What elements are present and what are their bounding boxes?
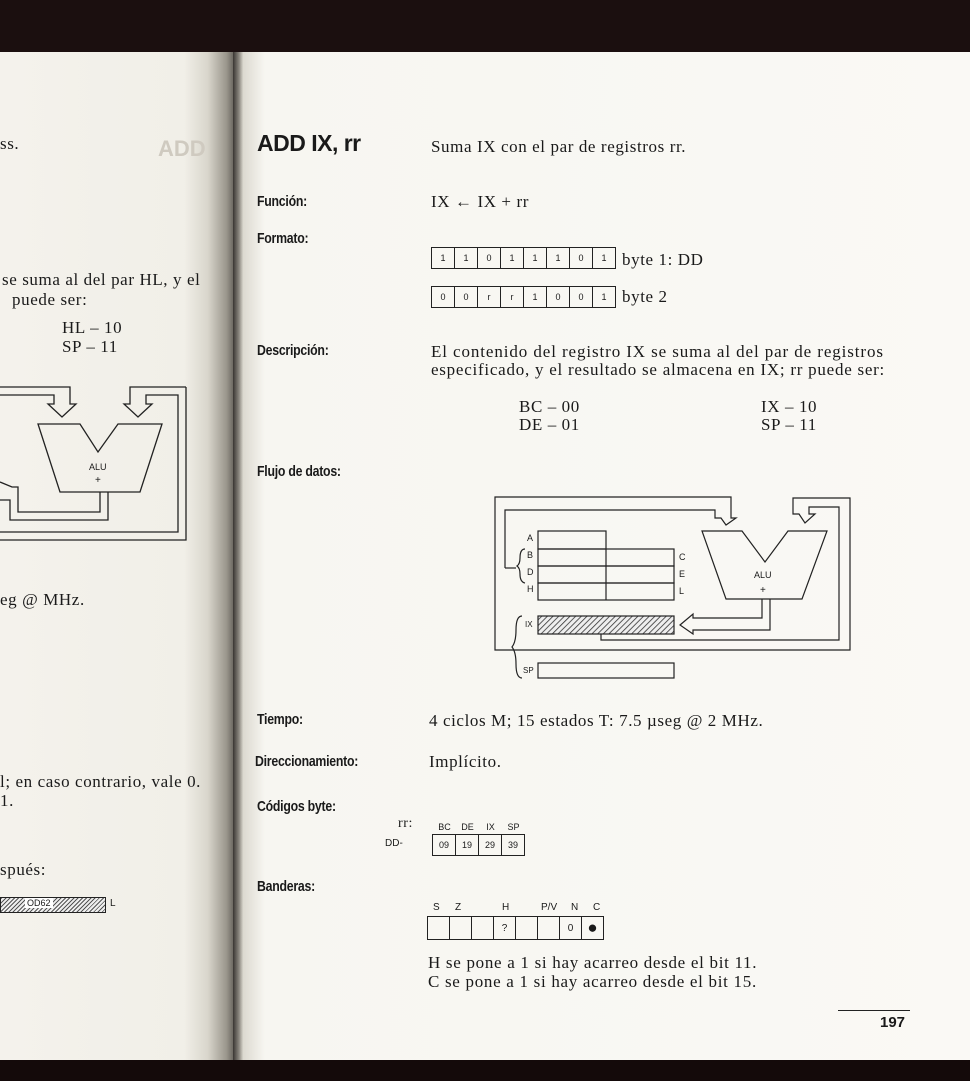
- reg-b-label: B: [527, 550, 534, 560]
- byte2-bit-grid: [431, 286, 616, 308]
- left-alu-label: ALU: [89, 462, 107, 472]
- tiempo-text: 4 ciclos M; 15 estados T: 7.5 µseg @ 2 MHz.: [429, 711, 764, 730]
- left-frag-mhz: eg @ MHz.: [0, 590, 85, 609]
- data-flow-diagram: [490, 492, 855, 682]
- bit-cell: 1: [547, 248, 570, 268]
- label-codigos: Códigos byte:: [257, 798, 336, 815]
- codigos-values-row: [432, 834, 525, 856]
- flag-cell: [428, 917, 450, 939]
- flag-name-h: H: [502, 902, 510, 913]
- left-frag-line2: puede ser:: [12, 290, 88, 309]
- top-dark-band: [0, 0, 970, 52]
- descripcion-line1: El contenido del registro IX se suma al del par de registros: [431, 342, 884, 361]
- left-plus-label: +: [95, 475, 101, 486]
- descripcion-ix: IX – 10: [761, 397, 818, 416]
- banderas-line1: H se pone a 1 si hay acarreo desde el bit 11.: [428, 953, 758, 972]
- byte1-label: byte 1: DD: [622, 250, 704, 269]
- flag-cell: [516, 917, 538, 939]
- direccionamiento-text: Implícito.: [429, 752, 502, 771]
- bit-cell: 0: [547, 287, 570, 307]
- funcion-text: IX ← IX + rr: [431, 192, 529, 211]
- codigos-value-cell: 19: [456, 835, 479, 855]
- descripcion-line2: especificado, y el resultado se almacena en IX; rr puede ser:: [431, 360, 886, 379]
- bit-cell: 1: [455, 248, 478, 268]
- flag-name-s: S: [433, 902, 440, 913]
- reg-sp-label: SP: [523, 666, 534, 675]
- book-gutter: [233, 52, 243, 1060]
- left-frag-1: 1.: [0, 791, 14, 810]
- bit-cell: 0: [478, 248, 501, 268]
- flags-register: [427, 916, 604, 940]
- reg-a-label: A: [527, 533, 534, 543]
- descripcion-sp: SP – 11: [761, 415, 817, 434]
- flag-cell: [538, 917, 560, 939]
- bottom-dark-band: [0, 1060, 970, 1081]
- reg-e-label: E: [679, 569, 686, 579]
- flag-name-z: Z: [455, 902, 462, 913]
- flag-name-n: N: [571, 902, 579, 913]
- label-funcion: Función:: [257, 193, 307, 210]
- page-number-rule: [838, 1010, 910, 1011]
- left-register-l: L: [110, 898, 116, 909]
- instruction-summary: Suma IX con el par de registros rr.: [431, 137, 687, 156]
- bit-cell: 1: [524, 248, 547, 268]
- left-page: [0, 52, 236, 1060]
- byte1-bit-grid: [431, 247, 616, 269]
- flag-cell: 0: [560, 917, 582, 939]
- codigos-header-cell: DE: [461, 822, 474, 832]
- bit-cell: 1: [432, 248, 455, 268]
- left-frag-line1: se suma al del par HL, y el: [2, 270, 201, 289]
- bit-cell: 1: [524, 287, 547, 307]
- banderas-line2: C se pone a 1 si hay acarreo desde el bit 15.: [428, 972, 757, 991]
- descripcion-de: DE – 01: [519, 415, 580, 434]
- bit-cell: 0: [432, 287, 455, 307]
- codigos-header-row: [433, 822, 525, 832]
- flag-name-pv: P/V: [541, 902, 558, 913]
- flag-cell: [450, 917, 472, 939]
- alu-plus-label: +: [760, 585, 766, 596]
- bit-cell: 0: [570, 248, 593, 268]
- label-formato: Formato:: [257, 230, 309, 247]
- left-alu-diagram: [0, 377, 236, 547]
- label-direccionamiento: Direccionamiento:: [255, 753, 359, 770]
- label-flujo: Flujo de datos:: [257, 463, 341, 480]
- label-banderas: Banderas:: [257, 878, 315, 895]
- reg-h-label: H: [527, 584, 534, 594]
- left-frag-sp: SP – 11: [62, 337, 118, 356]
- codigos-value-cell: 09: [433, 835, 456, 855]
- reg-d-label: D: [527, 567, 534, 577]
- codigos-value-cell: 39: [507, 840, 518, 850]
- left-frag-caso: l; en caso contrario, vale 0.: [0, 772, 202, 791]
- reg-ix-label: IX: [525, 620, 533, 629]
- page-number: 197: [880, 1014, 906, 1031]
- codigos-dd-label: DD-: [385, 838, 403, 849]
- codigos-header-cell: SP: [507, 822, 520, 832]
- codigos-header-cell: IX: [486, 822, 495, 832]
- bit-cell: 0: [570, 287, 593, 307]
- left-register-box: [0, 897, 106, 913]
- bit-cell: r: [501, 287, 524, 307]
- left-frag-hl: HL – 10: [62, 318, 123, 337]
- flag-cell-carry: ●: [587, 918, 598, 937]
- left-register-value: OD62: [27, 898, 51, 908]
- flag-cell: [472, 917, 494, 939]
- left-frag-despues: spués:: [0, 860, 47, 879]
- codigos-rr-label: rr:: [398, 816, 414, 831]
- bit-cell: 1: [601, 292, 607, 302]
- left-frag-ss: ss.: [0, 134, 20, 153]
- flag-name-c: C: [593, 902, 601, 913]
- alu-label: ALU: [754, 570, 772, 580]
- label-tiempo: Tiempo:: [257, 711, 303, 728]
- descripcion-bc: BC – 00: [519, 397, 580, 416]
- byte2-label: byte 2: [622, 287, 668, 306]
- bit-cell: 1: [601, 253, 607, 263]
- reg-c-label: C: [679, 552, 686, 562]
- codigos-header-cell: BC: [438, 822, 451, 832]
- bit-cell: r: [478, 287, 501, 307]
- flag-cell: ?: [494, 917, 516, 939]
- bleed-through-text: ADD: [158, 136, 206, 161]
- instruction-title: ADD IX, rr: [257, 130, 361, 156]
- reg-l-label: L: [679, 586, 685, 596]
- codigos-value-cell: 29: [479, 835, 502, 855]
- label-descripcion: Descripción:: [257, 342, 329, 359]
- bit-cell: 1: [501, 248, 524, 268]
- bit-cell: 0: [455, 287, 478, 307]
